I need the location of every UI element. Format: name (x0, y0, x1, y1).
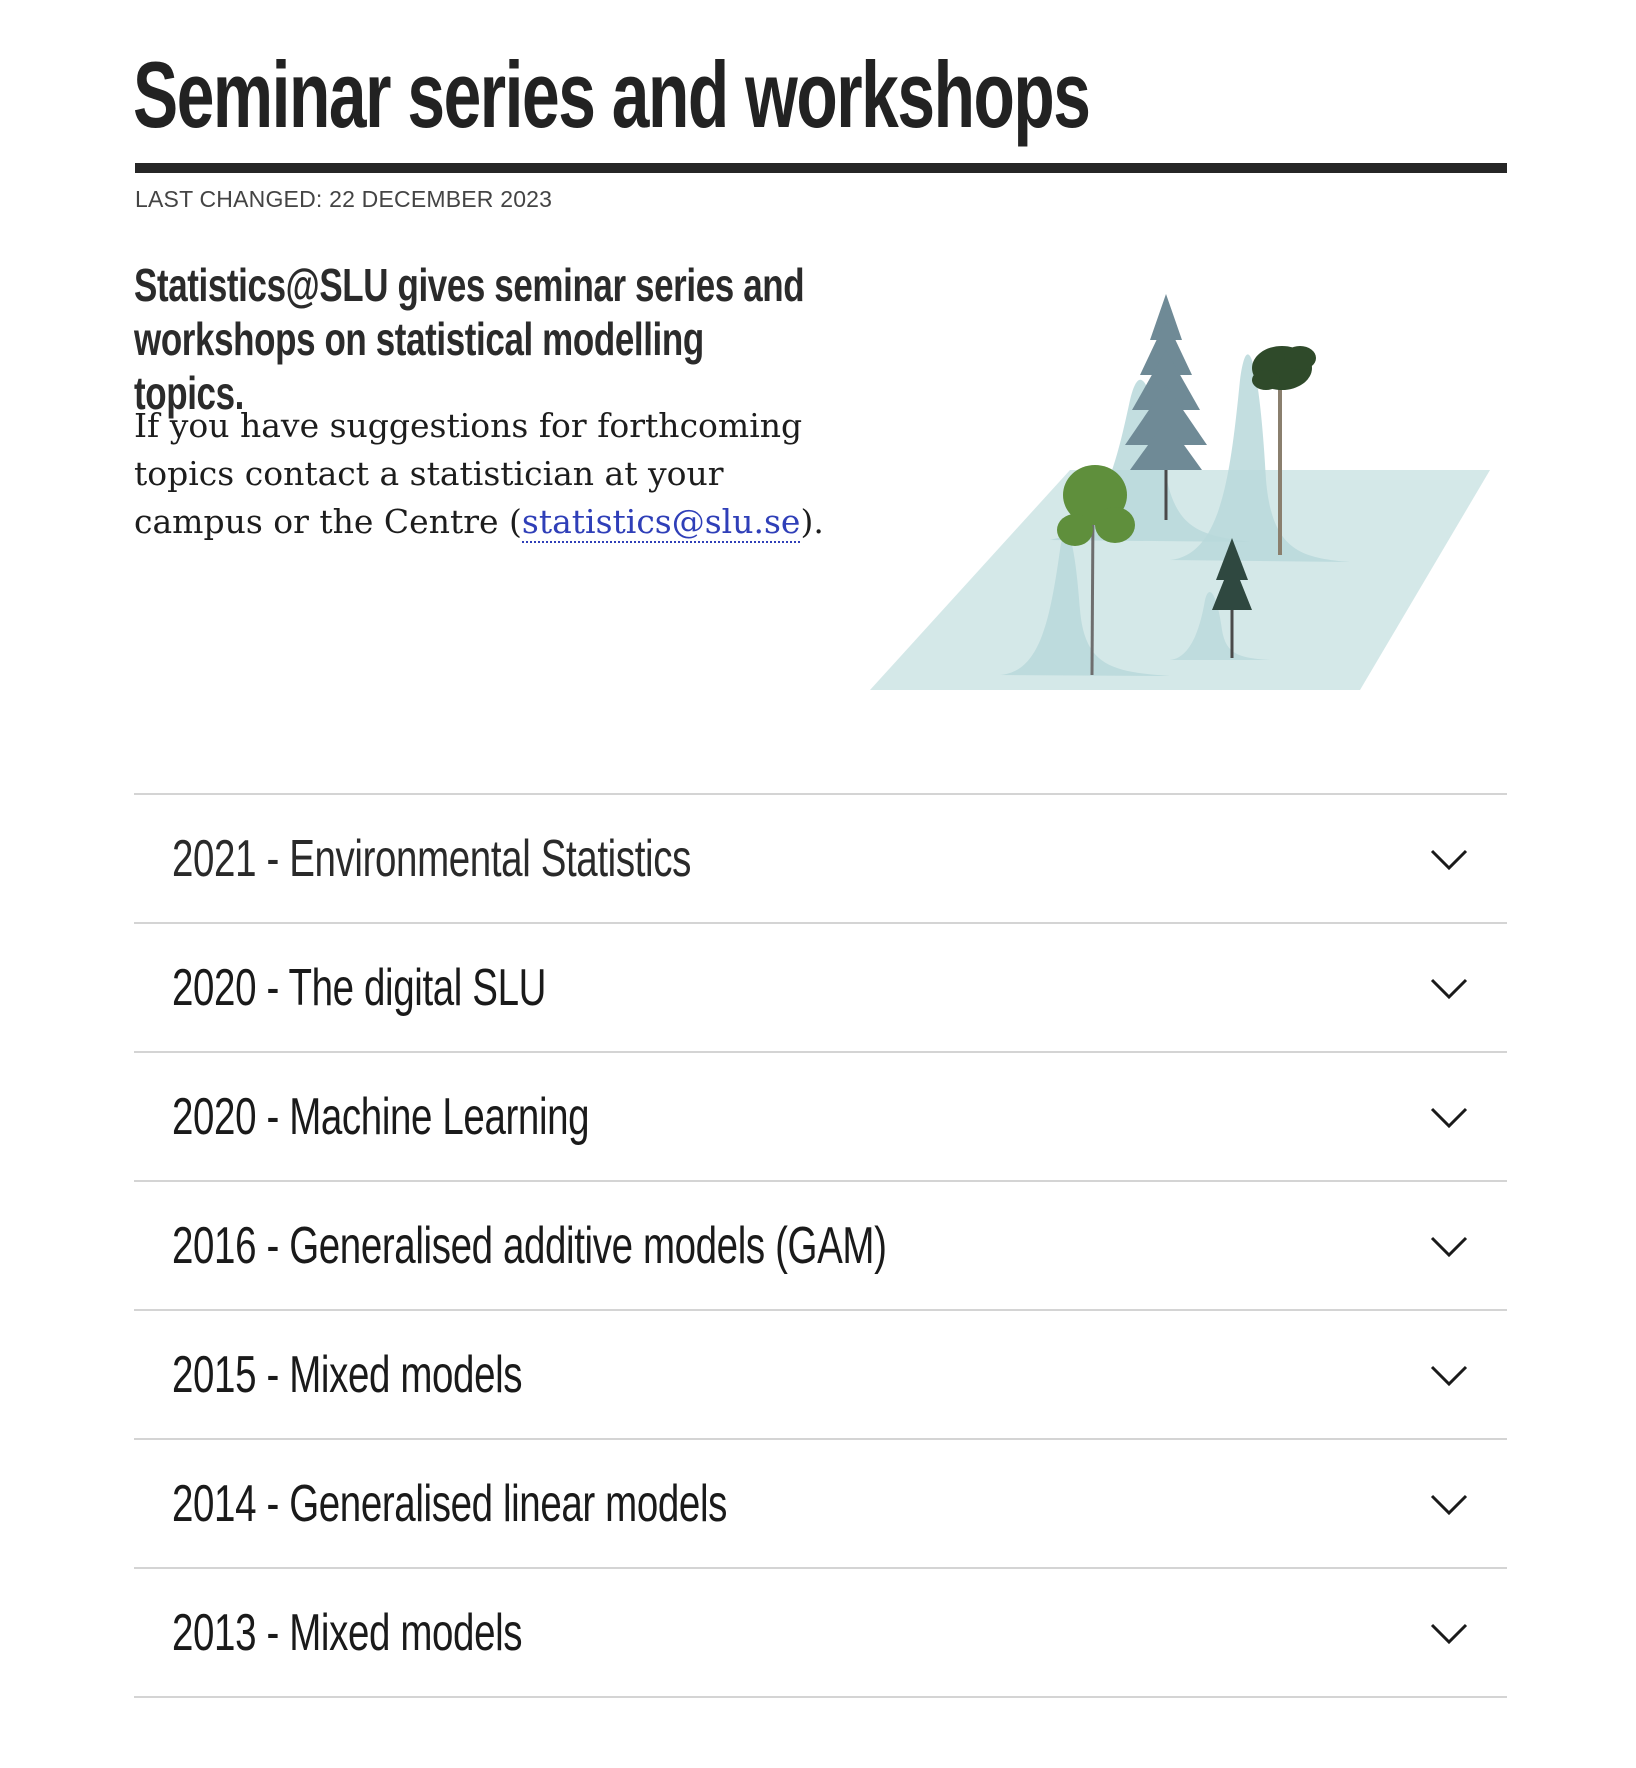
pine-tree-icon (1252, 346, 1316, 390)
accordion-item-2020-digital-slu[interactable] (134, 924, 1507, 1053)
accordion-item-label: 2021 - Environmental Statistics (172, 830, 691, 888)
title-divider (135, 163, 1507, 173)
accordion-item-label: 2016 - Generalised additive models (GAM) (172, 1217, 887, 1275)
chevron-down-icon[interactable] (1429, 1484, 1469, 1524)
last-changed-date: LAST CHANGED: 22 DECEMBER 2023 (135, 186, 553, 212)
accordion-item-2013-mixed-models[interactable] (134, 1569, 1507, 1698)
intro-lead: Statistics@SLU gives seminar series and workshops on statistical modelling topics. (134, 259, 805, 419)
accordion-item-2014-glm[interactable] (134, 1440, 1507, 1569)
accordion-item-2021-environmental-statistics[interactable] (134, 795, 1507, 924)
chevron-down-icon[interactable] (1429, 968, 1469, 1008)
forest-density-illustration (870, 280, 1490, 710)
intro-body (134, 402, 834, 546)
statistics-email-link[interactable]: statistics@slu.se (521, 502, 801, 541)
chevron-down-icon[interactable] (1429, 1226, 1469, 1266)
seminar-accordion (134, 793, 1507, 1698)
page-title: Seminar series and workshops (133, 42, 1090, 147)
accordion-item-label: 2020 - Machine Learning (172, 1088, 590, 1146)
accordion-item-label: 2015 - Mixed models (172, 1346, 523, 1404)
accordion-item-label: 2013 - Mixed models (172, 1604, 523, 1662)
chevron-down-icon[interactable] (1429, 1613, 1469, 1653)
chevron-down-icon[interactable] (1429, 1355, 1469, 1395)
accordion-item-2020-machine-learning[interactable] (134, 1053, 1507, 1182)
intro-body-text: If you have suggestions for forthcoming topics contact a statistician at your campus or the Centre ( (134, 406, 803, 541)
chevron-down-icon[interactable] (1429, 839, 1469, 879)
accordion-item-label: 2020 - The digital SLU (172, 959, 547, 1017)
accordion-item-label: 2014 - Generalised linear models (172, 1475, 727, 1533)
intro-body-end: ). (800, 502, 824, 541)
chevron-down-icon[interactable] (1429, 1097, 1469, 1137)
accordion-item-2015-mixed-models[interactable] (134, 1311, 1507, 1440)
accordion-item-2016-gam[interactable] (134, 1182, 1507, 1311)
